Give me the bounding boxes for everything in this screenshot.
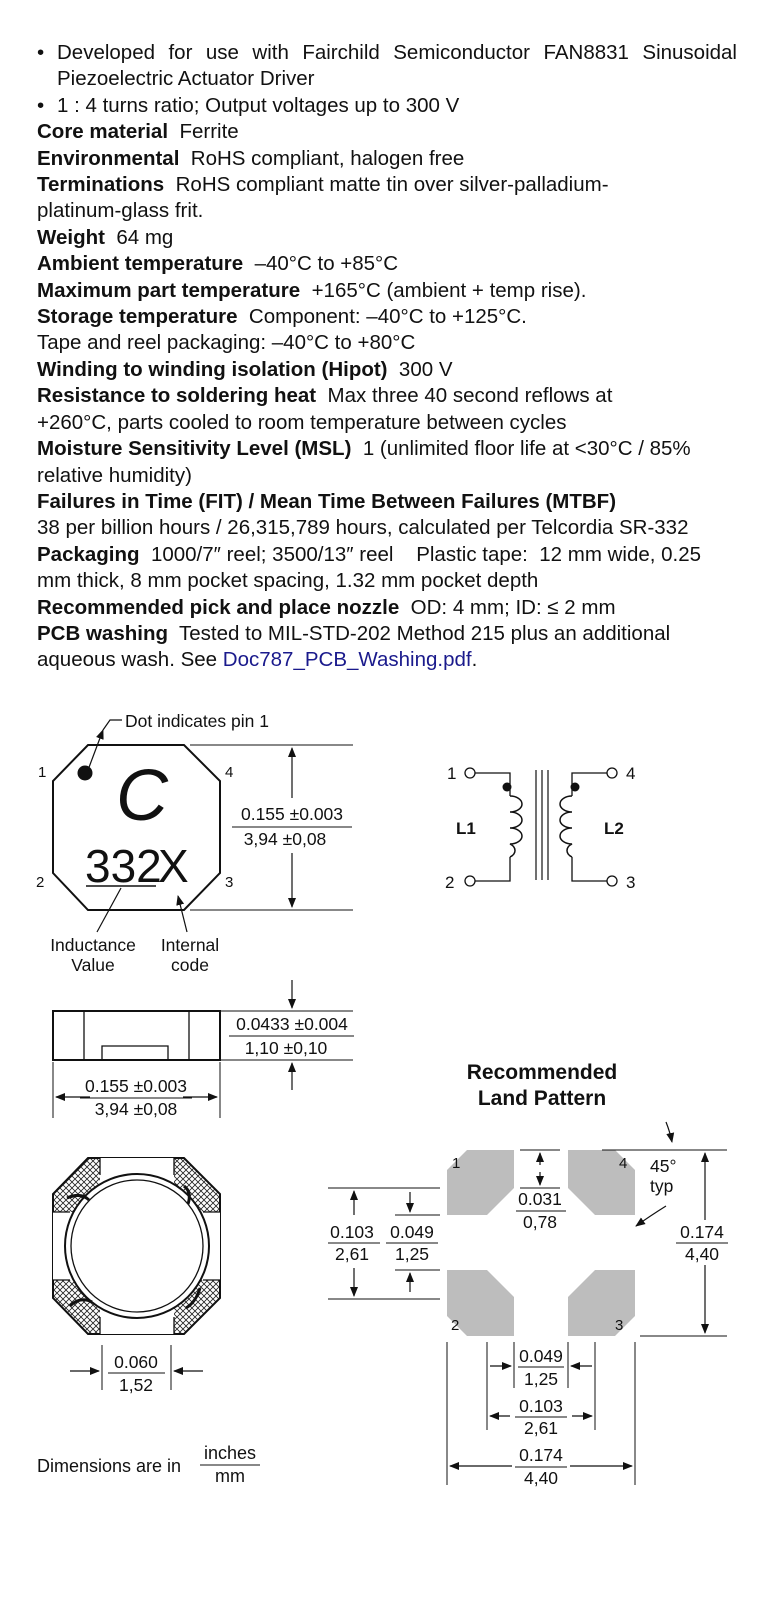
bullet-text: 1 : 4 turns ratio; Output voltages up to 300 V xyxy=(57,93,460,117)
thickness-in: 0.0433 ±0.004 xyxy=(236,1014,348,1034)
d031-mm: 0,78 xyxy=(522,1212,558,1232)
spec-soldering: Resistance to soldering heat Max three 40 second reflows at +260°C, parts cooled to room temperature between cycles xyxy=(37,384,613,434)
pin-label: 4 xyxy=(626,764,636,783)
schematic xyxy=(445,764,635,892)
internal-label: Internal xyxy=(160,935,220,955)
units-mm: mm xyxy=(215,1466,245,1486)
d049b-mm: 1,25 xyxy=(523,1369,559,1389)
bullet-item: • 1 : 4 turns ratio; Output voltages up to 300 V xyxy=(37,93,737,119)
thickness-mm: 1,10 ±0,10 xyxy=(244,1038,328,1058)
bottom-mm: 1,52 xyxy=(118,1375,154,1395)
spec-weight: Weight 64 mg xyxy=(37,225,174,249)
pin-label: 3 xyxy=(615,1317,624,1334)
coil-l1: L1 xyxy=(456,819,476,838)
d049b-in: 0.049 xyxy=(519,1346,563,1366)
spec-storage-extra: Tape and reel packaging: –40°C to +80°C xyxy=(37,331,416,355)
height-mm: 3,94 ±0,08 xyxy=(243,829,327,849)
angle-label: 45° xyxy=(650,1156,677,1176)
pin-label: 2 xyxy=(36,874,45,891)
pin-label: 4 xyxy=(225,764,234,781)
pin-label: 1 xyxy=(38,764,47,781)
d174-mm: 4,40 xyxy=(684,1244,720,1264)
spec-core: Core material Ferrite xyxy=(37,120,239,144)
d103b-mm: 2,61 xyxy=(523,1418,559,1438)
pin-label: 1 xyxy=(452,1155,461,1172)
spec-terminations: Terminations RoHS compliant matte tin over silver-palladium-platinum-glass frit. xyxy=(37,173,609,223)
spec-msl: Moisture Sensitivity Level (MSL) 1 (unlimited floor life at <30°C / 85% relative humidity) xyxy=(37,437,691,487)
logo-mark: C xyxy=(116,756,168,836)
angle-label: typ xyxy=(650,1176,674,1196)
side-view xyxy=(53,980,354,1119)
pin-label: 3 xyxy=(225,874,234,891)
pin-label: 3 xyxy=(626,873,636,892)
land-title: Recommended xyxy=(466,1061,618,1084)
spec-environmental: Environmental RoHS compliant, halogen free xyxy=(37,146,465,170)
land-pattern xyxy=(328,1061,728,1488)
spec-packaging: Packaging 1000/7″ reel; 3500/13″ reel Plastic tape: 12 mm wide, 0.25 mm thick, 8 mm pocket spacing, 1.32 mm pocket depth xyxy=(37,542,707,593)
d049-mm: 1,25 xyxy=(394,1244,430,1264)
units-note xyxy=(37,1443,260,1486)
inductance-label: Value xyxy=(71,955,115,975)
spec-fit: Failures in Time (FIT) / Mean Time Between Failures (MTBF) 38 per billion hours / 26,315,789 hours, calculated per Telcordia SR-332 xyxy=(37,489,689,540)
spec-pcb: PCB washing Tested to MIL-STD-202 Method 215 plus an additional aqueous wash. See Doc787_PCB_Washing.pdf. xyxy=(37,621,671,672)
dot-note: Dot indicates pin 1 xyxy=(125,711,269,731)
spec-ambient: Ambient temperature –40°C to +85°C xyxy=(37,252,399,276)
bullet-item: • Developed for use with Fairchild Semiconductor FAN8831 Sinusoidal Piezoelectric Actuator Driver xyxy=(37,40,737,93)
d103-in: 0.103 xyxy=(330,1222,374,1242)
pin-label: 1 xyxy=(447,764,457,783)
coil-l2: L2 xyxy=(604,819,624,838)
spec-nozzle: Recommended pick and place nozzle OD: 4 mm; ID: ≤ 2 mm xyxy=(37,595,616,619)
land-title: Land Pattern xyxy=(477,1087,607,1110)
inductance-label: Inductance xyxy=(50,935,136,955)
top-view xyxy=(36,711,353,975)
marking-code: X xyxy=(158,840,189,892)
bottom-view xyxy=(53,1158,220,1395)
d174b-in: 0.174 xyxy=(519,1445,563,1465)
units-inches: inches xyxy=(203,1443,257,1463)
d103-mm: 2,61 xyxy=(334,1244,370,1264)
d031-in: 0.031 xyxy=(518,1189,562,1209)
internal-label: code xyxy=(171,955,209,975)
pin1-dot xyxy=(78,766,93,781)
d174b-mm: 4,40 xyxy=(523,1468,559,1488)
d174-in: 0.174 xyxy=(680,1222,724,1242)
d103b-in: 0.103 xyxy=(519,1396,563,1416)
pin-label: 4 xyxy=(619,1155,628,1172)
spec-max-part: Maximum part temperature +165°C (ambient + temp rise). xyxy=(37,278,587,302)
bullet-text: Developed for use with Fairchild Semiconductor FAN8831 Sinusoidal Piezoelectric Actuator Driver xyxy=(57,41,737,91)
land-pad xyxy=(568,1270,635,1336)
marking-value: 332 xyxy=(85,840,162,892)
pin-label: 2 xyxy=(451,1317,460,1334)
width-mm: 3,94 ±0,08 xyxy=(94,1099,178,1119)
units-prefix: Dimensions are in xyxy=(37,1456,182,1476)
spec-hipot: Winding to winding isolation (Hipot) 300 V xyxy=(37,357,453,381)
d049-in: 0.049 xyxy=(390,1222,434,1242)
pcb-washing-link[interactable]: Doc787_PCB_Washing.pdf xyxy=(222,648,472,672)
pin-label: 2 xyxy=(445,873,455,892)
bottom-in: 0.060 xyxy=(114,1352,158,1372)
spec-storage: Storage temperature Component: –40°C to +125°C. xyxy=(37,305,527,329)
height-in: 0.155 ±0.003 xyxy=(240,804,344,824)
width-in: 0.155 ±0.003 xyxy=(84,1076,188,1096)
